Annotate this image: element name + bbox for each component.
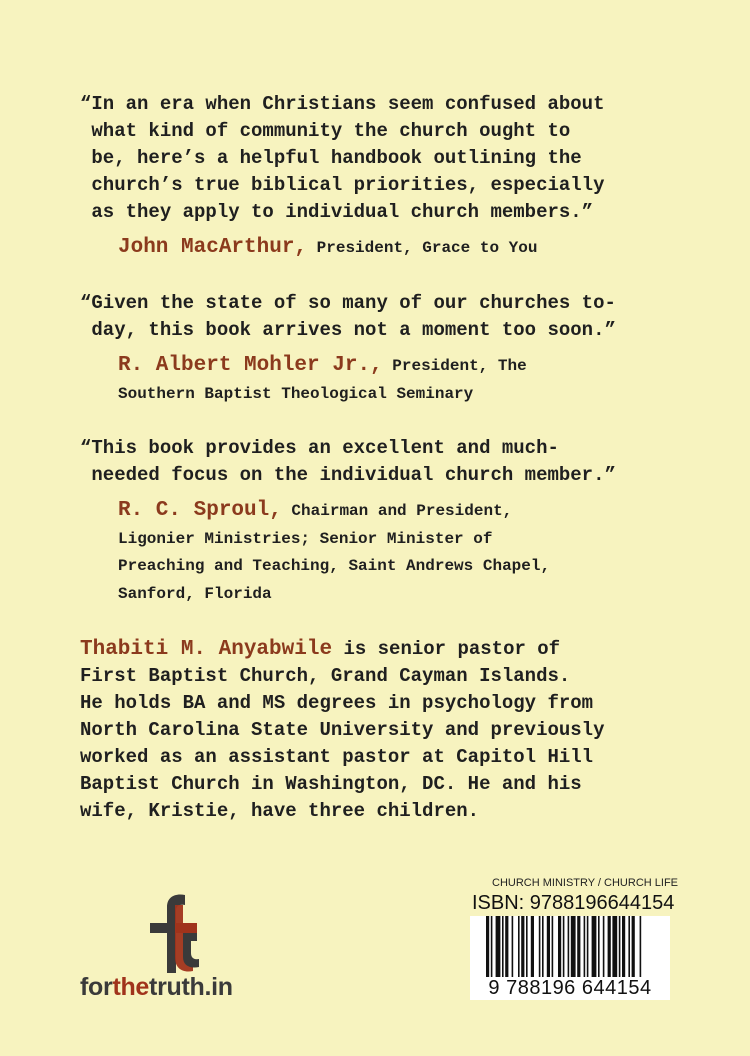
publisher-logo-text: forthetruth.in	[80, 973, 233, 1001]
publisher-logo-icon	[145, 893, 205, 973]
isbn-label: ISBN: 9788196644154	[472, 892, 675, 914]
author-bio: Thabiti M. Anyabwile is senior pastor of First Baptist Church, Grand Cayman Islands. He holds BA and MS degrees in psychology from North Carolina State University and previously worked as an assistant pastor at Capitol Hill Baptist Church in Washington, DC. He and his wife, Kristie, have three children.	[80, 638, 605, 822]
endorsement-attribution-3: R. C. Sproul, Chairman and President, Ligonier Ministries; Senior Minister of Preaching and Teaching, Saint Andrews Chapel, Sanford, Florida	[118, 499, 551, 603]
endorsement-quote-1: “In an era when Christians seem confused about what kind of community the church ought to be, here’s a helpful handbook outlining the church’s true biblical priorities, especially as they apply to individual church members.”	[80, 93, 605, 223]
barcode-bars-icon	[470, 916, 670, 982]
endorser-name: R. C. Sproul,	[118, 499, 282, 522]
endorsement-quote-3: “This book provides an excellent and much- needed focus on the individual church member.”	[80, 437, 616, 486]
book-category: CHURCH MINISTRY / CHURCH LIFE	[492, 877, 678, 889]
endorser-name: R. Albert Mohler Jr.,	[118, 354, 383, 377]
endorser-name: John MacArthur,	[118, 236, 308, 259]
barcode-digits: 9 788196 644154	[470, 977, 670, 1000]
endorsement-quote-2: “Given the state of so many of our churches to- day, this book arrives not a moment too soon.”	[80, 292, 616, 341]
author-name: Thabiti M. Anyabwile	[80, 638, 333, 661]
endorsement-attribution-1: John MacArthur, President, Grace to You	[118, 236, 538, 259]
endorsement-attribution-2: R. Albert Mohler Jr., President, The Southern Baptist Theological Seminary	[118, 354, 527, 403]
